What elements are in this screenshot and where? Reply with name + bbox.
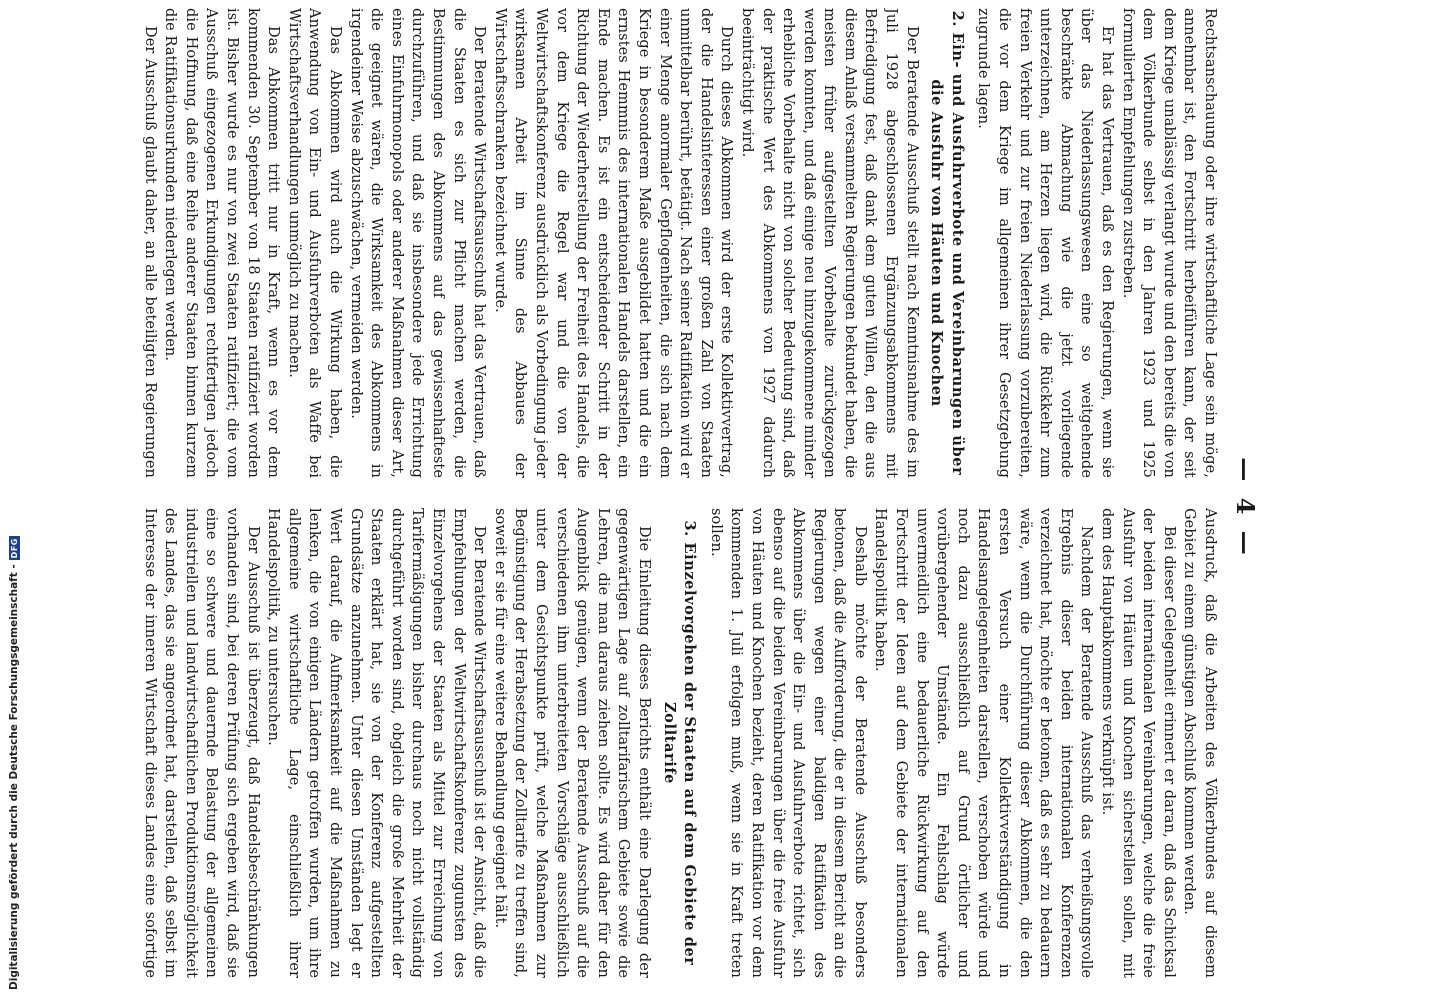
dfg-logo: DFG [9,538,19,559]
page-number: — 4 — [1231,457,1260,559]
text-column-left [140,8,1220,478]
section-heading-2: 2. Ein- und Ausfuhrverbote und Vereinbarungen über die Ausfuhr von Häuten und Knochen [928,10,966,476]
paragraph: Der Ausschuß ist überzeugt, daß Handelsbeschränkungen vorhanden sind, bei deren Prüfung sich ergeben wird, daß sie eine so schwere und dauernde Belastung der allgemeinen industriellen und landwirtschaftlichen Produktionsmöglichkeit des Landes, das sie angeordnet hat, darstellen, daß selbst im Interesse der inneren Wirtschaft dieses Landes eine sofortige [141,508,261,978]
paragraph: Rechtsanschauung oder ihre wirtschaftliche Lage sein möge, annehmbar ist, den Fortschritt herbeiführen kann, der seit dem Kriege unablässig verlangt wurde und den bereits die von dem Völkerbunde selbst in den Jahren 1923 und 1925 formulierten Empfehlungen zustreben. [1119,8,1218,478]
paragraph: Durch dieses Abkommen wird der erste Kollektivvertrag, der die Handelsinteressen einer großen Zahl von Staaten unmittelbar berührt, betätigt. Nach seiner Ratifikation wird er einer Menge anormaler Gepflogenheiten, die sich nach dem Kriege in besonderem Maße ausgebildet hatten und die ein ernstes Hemmnis des internationalen Handels darstellen, ein Ende machen. Es ist ein entscheidender Schritt in der Richtung der Wiederherstellung der Freiheit des Handels, die vor dem Kriege die Regel war und die von der Weltwirtschaftskonferenz ausdrücklich als Vorbedingung jeder wirksamen Arbeit im Sinne des Abbaues der Wirtschaftsschranken bezeichnet wurde. [491,8,735,478]
paragraph: Er hat das Vertrauen, daß es den Regierungen, wenn sie über das Niederlassungswesen eine so weitgehende beschränkte Abmachung wie die jetzt vorliegende unterzeichnen, am Herzen liegen wird, die Rückkehr zum freien Verkehr und zur freien Niederlassung vorzubereiten, die vor dem Kriege im allgemeinen ihrer Gesetzgebung zugrunde lagen. [975,8,1116,478]
paragraph: Der Beratende Wirtschaftsausschuß ist der Ansicht, daß die Empfehlungen der Weltwirtschaftskonferenz zugunsten des Einzelvorgehens der Staaten als Mittel zur Erreichung von Tarifermäßigungen bisher durchaus noch nicht vollständig durchgeführt worden sind, obgleich die große Mehrheit der Staaten erklärt hat, sie von der Konferenz aufgestellten Grundsätze anzunehmen. Unter diesen Umständen legt er Wert darauf, die Aufmerksamkeit auf die Maßnahmen zu lenken, die von einigen Ländern getroffen wurden, um ihre allgemeine wirtschaftliche Lage, einschließlich ihrer Handelspolitik, zu untersuchen. [265,508,488,978]
paragraph: Das Abkommen wird auch die Wirkung haben, die Anwendung von Ein- und Ausfuhrverboten als Waffe bei Wirtschaftsverhandlungen unmöglich zu machen. [285,8,344,478]
paragraph: Deshalb möchte der Beratende Ausschuß besonders betonen, daß die Aufforderung, die er in diesem Bericht an die Regierungen wegen einer baldigen Ratifikation des Abkommens über die Ein- und Ausfuhrverbote richtet, sich ebenso auf die beiden Vereinbarungen über die freie Ausfuhr von Häuten und Knochen bezieht, deren Ratifikation vor dem kommenden 1. Juli erfolgen muß, wenn sie in Kraft treten sollen. [707,508,868,978]
paragraph: Nachdem der Beratende Ausschuß das verheißungsvolle Ergebnis dieser beiden internationalen Konferenzen verzeichnet hat, möchte er betonen, daß es sehr zu bedauern wäre, wenn die Durchführung dieser Abkommen, die den ersten Versuch einer Kollektivverständigung in Handelsangelegenheiten darstellen, verschoben würde und noch dazu ausschließlich auf Grund örtlicher und vorübergehender Umstände. Ein Fehlschlag würde unvermeidlich eine bedauerliche Rückwirkung auf den Fortschritt der Ideen auf dem Gebiete der internationalen Handelspolitik haben. [872,508,1095,978]
credit-text: Digitalisierung gefördert durch die Deutsche Forschungsgemeinschaft - [8,564,20,990]
text-column-right [140,508,1220,978]
paragraph: Bei dieser Gelegenheit erinnert er daran, daß das Schicksal der beiden internationalen Vereinbarungen, welche die freie Ausfuhr von Häuten und Knochen sicherstellen sollen, mit dem des Hauptabkommens verknüpft ist. [1099,508,1177,978]
paragraph: Der Ausschuß glaubt daher, an alle beteiligten Regierungen [141,26,158,478]
rotated-page-sheet [130,8,1260,993]
paragraph: Der Beratende Ausschuß stellt nach Kenntnisnahme des im Juli 1928 abgeschlossenen Ergänzungsabkommens mit Befriedigung fest, daß dank dem guten Willen, den die aus diesem Anlaß versammelten Regierungen bekundet haben, die meisten früher aufgestellten Vorbehalte zurückgezogen werden konnten, und daß einige neu hinzugekommene minder erhebliche Vorbehalte nicht von solcher Bedeutung sind, daß der praktische Wert des Abkommens von 1927 dadurch beeinträchtigt wird. [738,8,920,478]
section-heading-3: 3. Einzelvorgehen der Staaten auf dem Gebiete der Zolltarife [660,520,699,966]
paragraph: Der Beratende Wirtschaftsausschuß hat das Vertrauen, daß die Staaten es sich zur Pflicht machen werden, die Bestimmungen des Abkommens auf das gewissenhafteste durchzuführen, und daß sie insbesondere jede Errichtung eines Einfuhrmonopols oder anderer Maßnahmen dieser Art, die geeignet wären, die Wirksamkeit des Abkommens in irgendeiner Weise abzuschwächen, vermeiden werden. [347,8,488,478]
paragraph: Das Abkommen tritt nur in Kraft, wenn es vor dem kommenden 30. September von 18 Staaten ratifiziert worden ist. Bisher wurde es nur von zwei Staaten ratifiziert; die vom Ausschuß eingezogenen Erkundigungen rechtfertigen jedoch die Hoffnung, daß eine Reihe anderer Staaten binnen kurzem die Ratifikationsurkunden niederlegen werden. [162,8,282,478]
paragraph: Die Einleitung dieses Berichts enthält eine Darlegung der gegenwärtigen Lage auf zolltarifarischem Gebiete sowie die Lehren, die man daraus ziehen sollte. Es wird daher für den Augenblick genügen, wenn der Beratende Ausschuß auf die verschiedenen ihm unterbreiteten Vorschläge ausschließlich unter dem Gesichtspunkte prüft, welche Maßnahmen zur Begünstigung der Herabsetzung der Zolltarife zu treffen sind, soweit er sie für eine weitere Behandlung geeignet hält. [491,508,652,978]
digitization-credit [8,536,20,990]
paragraph: Ausdruck, daß die Arbeiten des Völkerbundes auf diesem Gebiet zu einem günstigen Abschluß kommen werden. [1181,508,1218,978]
